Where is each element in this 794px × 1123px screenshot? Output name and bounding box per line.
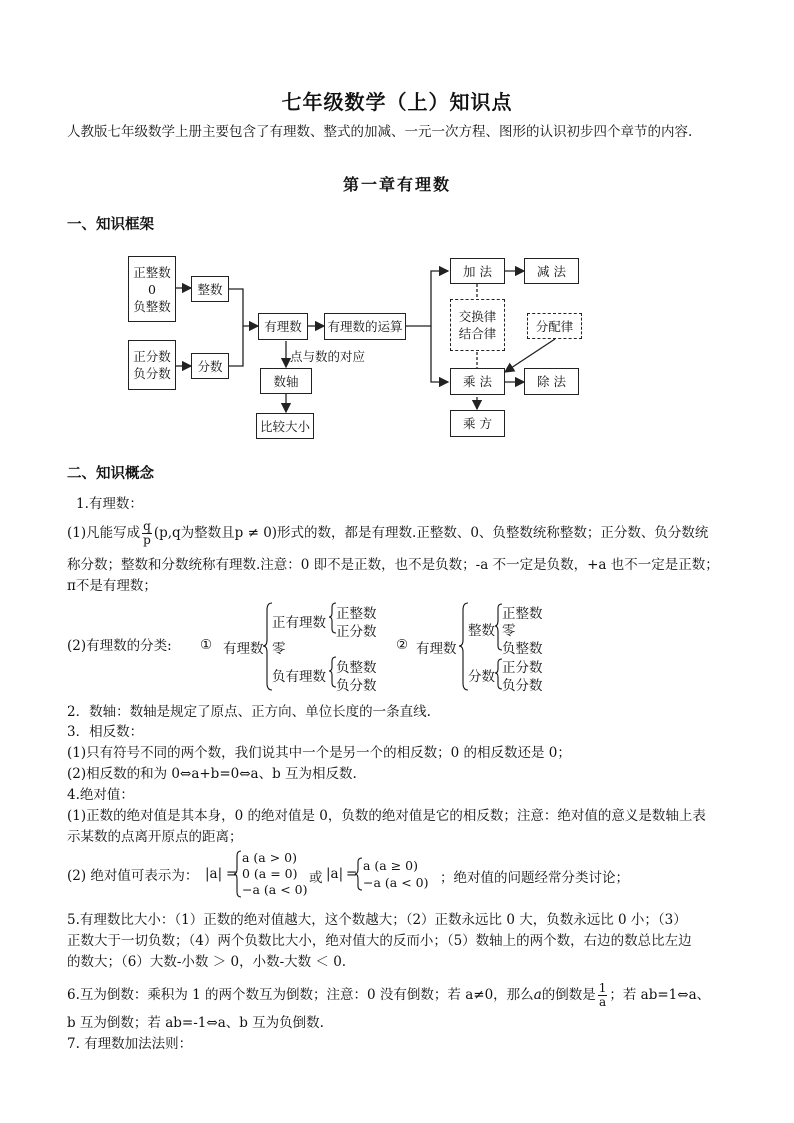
- box-rational: 有理数: [258, 313, 308, 340]
- absolute-formula-note: ；绝对值的问题经常分类讨论；: [440, 870, 629, 886]
- classification-2-rational: 有理数: [416, 641, 457, 657]
- box-subtraction: 减 法: [524, 258, 579, 284]
- fraction-1-over-a: [598, 982, 608, 1009]
- concept-absolute-line-2: 示某数的点离开原点的距离；: [67, 829, 243, 845]
- concept-1-line-3: π不是有理数；: [67, 578, 157, 594]
- fraction-denominator-a: a: [598, 995, 607, 1009]
- classification-2-zero: 零: [502, 623, 516, 639]
- reciprocal-italic-a: a: [533, 987, 542, 1003]
- concept-compare-line-1: 5.有理数比大小：（1）正数的绝对值越大，这个数越大；（2）正数永远比 0 大，负数永远比 0 小；（3）: [67, 912, 687, 928]
- concept-1-text-b: (p,q为整数且p ≠ 0)形式的数，都是有理数.正整数、0、负整数统称整数；正分数、负分数统: [153, 525, 709, 541]
- box-integer: 整数: [191, 276, 229, 302]
- label-zero: 0: [148, 281, 156, 297]
- box-multiplication: 乘 法: [450, 368, 505, 395]
- box-fraction: 分数: [191, 353, 229, 379]
- concept-absolute-heading: 4.绝对值：: [67, 787, 134, 803]
- absolute-formula-equals-1: =: [226, 866, 238, 882]
- chapter-title: 第一章有理数: [342, 175, 451, 194]
- box-division: 除 法: [524, 368, 579, 395]
- concept-reciprocal-line-1: [67, 982, 710, 1009]
- classification-1-rational: 有理数: [223, 641, 264, 657]
- absolute-case-1-positive: a (a > 0): [242, 850, 298, 865]
- absolute-formula-label: (2) 绝对值可表示为：: [67, 868, 199, 884]
- concept-opposite-line-1: (1)只有符号不同的两个数，我们说其中一个是另一个的相反数；0 的相反数还是 0；: [67, 745, 571, 761]
- classification-1-positive-fraction: 正分数: [336, 624, 377, 640]
- classification-2-integer: 整数: [468, 623, 495, 639]
- classification-label: (2)有理数的分类:: [67, 638, 172, 654]
- label-positive-integer: 正整数: [133, 264, 171, 280]
- classification-1-negative-rational: 负有理数: [272, 669, 326, 685]
- absolute-case-2-nonnegative: a (a ≥ 0): [363, 858, 419, 873]
- fraction-denominator: p: [143, 533, 151, 547]
- section-heading-framework: 一、知识框架: [67, 216, 154, 233]
- concept-opposite-line-2: (2)相反数的和为 0⇔a+b=0⇔a、b 互为相反数.: [67, 766, 357, 782]
- concept-1-line-2: 称分数；整数和分数统称有理数.注意：0 即不是正数，也不是负数；-a 不一定是负数，+a 也不一定是正数；: [67, 557, 719, 573]
- classification-2-negative-fraction: 负分数: [502, 678, 543, 694]
- absolute-formula-or: 或: [309, 870, 323, 886]
- absolute-formula-equals-2: =: [346, 866, 358, 882]
- classification-marker-2: ②: [396, 637, 409, 653]
- concept-reciprocal-line-2: b 互为倒数；若 ab=-1⇔a、b 互为负倒数.: [67, 1015, 324, 1031]
- concept-opposite-heading: 3．相反数：: [67, 724, 144, 740]
- classification-2-positive-integer: 正整数: [502, 606, 543, 622]
- classification-1-positive-rational: 正有理数: [272, 615, 326, 631]
- label-negative-integer: 负整数: [133, 298, 171, 314]
- label-commutative: 交换律: [458, 309, 497, 324]
- classification-1-negative-fraction: 负分数: [336, 678, 377, 694]
- concept-compare-line-2: 正数大于一切负数；（4）两个负数比大小，绝对值大的反而小；（5）数轴上的两个数，右边的数总比左边: [67, 933, 692, 949]
- concept-addition-rule-heading: 7. 有理数加法法则：: [67, 1036, 193, 1052]
- fraction-numerator: q: [143, 519, 151, 533]
- classification-1-zero: 零: [272, 641, 286, 657]
- intro-paragraph: 人教版七年级数学上册主要包含了有理数、整式的加减、一元一次方程、图形的认识初步四个章节的内容.: [67, 124, 693, 140]
- box-number-line: 数轴: [260, 368, 312, 394]
- classification-1-positive-integer: 正整数: [336, 606, 377, 622]
- concept-1-heading: 1.有理数：: [76, 496, 143, 512]
- reciprocal-text-b: 的倒数是: [541, 987, 596, 1003]
- concept-number-line: 2．数轴：数轴是规定了原点、正方向、单位长度的一条直线.: [67, 704, 431, 720]
- label-point-number-correspondence: 点与数的对应: [290, 349, 366, 364]
- absolute-formula-abs-2: |a|: [326, 866, 344, 882]
- absolute-formula-abs-1: |a|: [205, 866, 223, 882]
- label-positive-fraction: 正分数: [133, 349, 171, 364]
- reciprocal-text-a: 6.互为倒数：乘积为 1 的两个数互为倒数；注意：0 没有倒数；若 a≠0，那么: [67, 987, 534, 1003]
- label-negative-fraction: 负分数: [133, 366, 171, 381]
- fraction-numerator-1: 1: [598, 981, 607, 995]
- box-rational-operations: 有理数的运算: [324, 313, 406, 340]
- concept-1-text-a: (1)凡能写成: [67, 525, 141, 541]
- concept-absolute-line-1: (1)正数的绝对值是其本身，0 的绝对值是 0，负数的绝对值是它的相反数；注意：绝对值的意义是数轴上表: [67, 808, 706, 824]
- absolute-case-1-zero: 0 (a = 0): [242, 866, 298, 881]
- box-addition: 加 法: [450, 258, 505, 284]
- classification-2-negative-integer: 负整数: [502, 641, 543, 657]
- box-compare-size: 比较大小: [256, 413, 314, 439]
- classification-1-negative-integer: 负整数: [336, 660, 377, 676]
- absolute-case-1-negative: −a (a < 0): [242, 882, 308, 897]
- reciprocal-text-c: ；若 ab=1⇔a、: [609, 987, 711, 1003]
- section-heading-concepts: 二、知识概念: [67, 465, 154, 482]
- concept-compare-line-3: 的数大；（6）大数-小数 ＞ 0，小数-大数 ＜ 0.: [67, 954, 347, 970]
- classification-marker-1: ①: [200, 637, 213, 653]
- classification-2-fraction: 分数: [468, 669, 495, 685]
- absolute-case-2-negative: −a (a < 0): [363, 875, 429, 890]
- box-distributive: 分配律: [527, 313, 582, 339]
- page-title: 七年级数学（上）知识点: [281, 90, 513, 114]
- classification-2-positive-fraction: 正分数: [502, 660, 543, 676]
- label-associative: 结合律: [458, 326, 497, 341]
- box-power: 乘 方: [450, 410, 505, 437]
